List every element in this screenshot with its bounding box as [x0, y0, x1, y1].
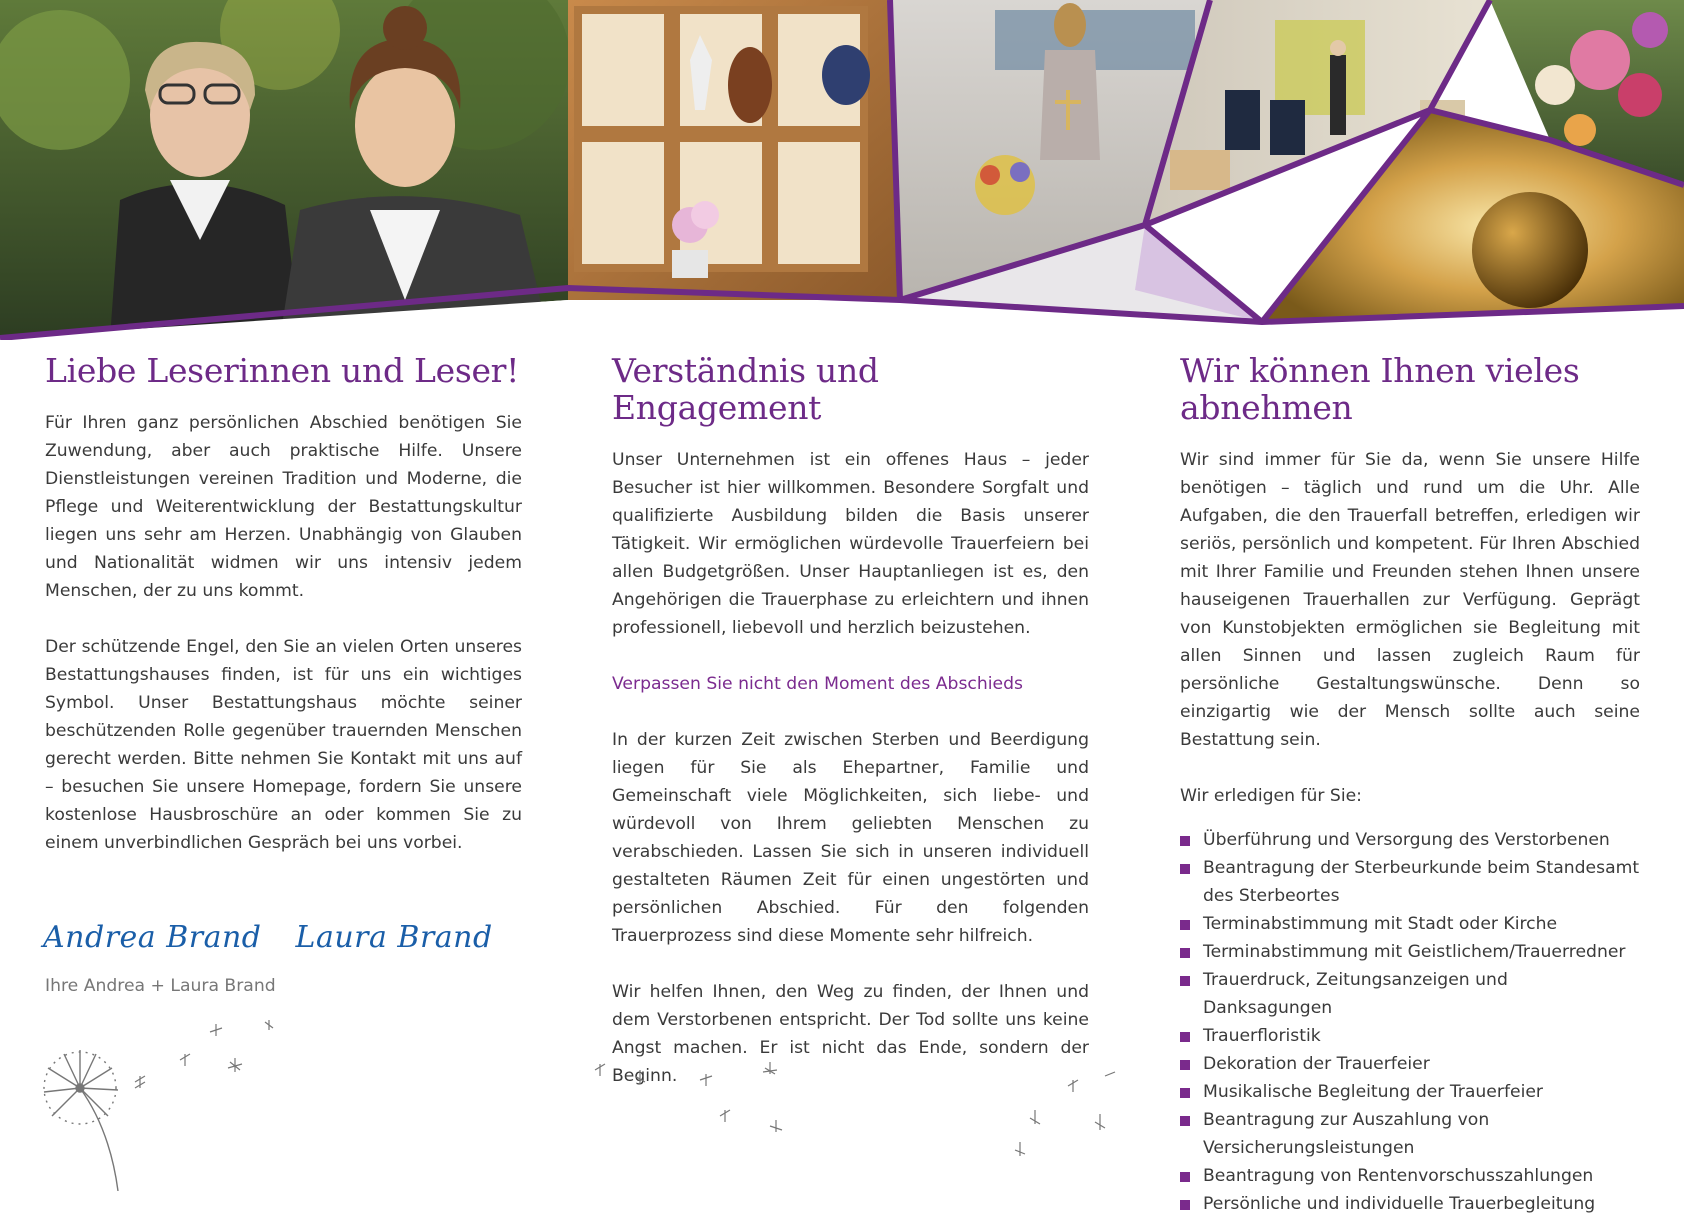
portrait-photo: [0, 0, 570, 338]
services-paragraph: Wir sind immer für Sie da, wenn Sie unsere Hilfe benötigen – täglich und rund um die Uhr. Alle Aufgaben, die den Trauerfall betreffen, erledigen wir seriös, persönlich und kompetent. Für Ihren Abschied mit Ihrer Familie und Freunden stehen Ihnen unsere hauseigenen Trauerhallen zur Verfügung. Geprägt von Kunstobjekten ermöglichen sie Begleitung mit allen Sinnen und lassen zugleich Raum für persönliche Gestaltungswünsche. Denn so einzigartig wie der Mensch sollte auch seine Bestattung sein.: [1180, 450, 1640, 750]
understanding-paragraph-3: Wir helfen Ihnen, den Weg zu finden, der Ihnen und dem Verstorbenen entspricht. Der Tod sollte uns keine Angst machen. Er ist nicht das Ende, sondern der Beginn.: [612, 982, 1089, 1086]
greeting-paragraph-1: Für Ihren ganz persönlichen Abschied benötigen Sie Zuwendung, aber auch praktische Hilfe. Unsere Dienstleistungen vereinen Tradition und Moderne, die Pflege und Weiterentwicklung der Bestattungskultur liegen uns sehr am Herzen. Unabhängig von Glauben und Nationalität widmen wir uns intensiv jedem Menschen, der zu uns kommt.: [45, 413, 522, 601]
understanding-paragraph-1: Unser Unternehmen ist ein offenes Haus – jeder Besucher ist hier willkommen. Besondere Sorgfalt und qualifizierte Ausbildung bilden die Basis unserer Tätigkeit. Wir ermöglichen würdevolle Trauerfeiern bei allen Budgetgrößen. Unser Hauptanliegen ist es, den Angehörigen die Trauerphase zu erleichtern und ihnen professionell, liebevoll und herzlich beizustehen.: [612, 450, 1089, 638]
dandelion-icon: [40, 1020, 300, 1191]
photo-collage-graphic: [0, 0, 1684, 340]
handwritten-signatures: [43, 920, 527, 955]
understanding-paragraph-2: In der kurzen Zeit zwischen Sterben und Beerdigung liegen für Sie als Ehepartner, Familie und Gemeinschaft viele Möglichkeiten, sich liebe- und würdevoll von Ihrem geliebten Menschen zu verabschieden. Lassen Sie sich in unseren individuell gestalteten Räumen Zeit für einen ungestörten und persönlichen Abschied. Für den folgenden Trauerprozess sind diese Momente sehr hilfreich.: [612, 730, 1089, 946]
list-item: Terminabstimmung mit Geistlichem/Trauerredner: [1180, 938, 1640, 966]
signature-andrea: Andrea Brand: [43, 920, 262, 955]
list-item: Beantragung der Sterbeurkunde beim Standesamt des Sterbeortes: [1180, 854, 1640, 910]
seed-fluff-icon: [590, 1050, 830, 1140]
list-item: Trauerfloristik: [1180, 1022, 1640, 1050]
services-intro: Wir erledigen für Sie:: [1180, 786, 1362, 806]
list-item: Überführung und Versorgung des Verstorbenen: [1180, 826, 1640, 854]
column-services: [1180, 352, 1640, 1218]
signoff-text: Ihre Andrea + Laura Brand: [45, 976, 276, 996]
list-item: Dekoration der Trauerfeier: [1180, 1050, 1640, 1078]
list-item: Terminabstimmung mit Stadt oder Kirche: [1180, 910, 1640, 938]
column-understanding: [612, 352, 1089, 1118]
header-photo-collage: [0, 0, 1684, 340]
column-greeting: [45, 352, 522, 885]
greeting-heading: Liebe Leserinnen und Leser!: [45, 351, 520, 390]
list-item: Beantragung zur Auszahlung von Versicherungsleistungen: [1180, 1106, 1640, 1162]
services-heading: Wir können Ihnen vieles abnehmen: [1180, 351, 1580, 427]
signature-laura: Laura Brand: [295, 920, 493, 955]
urn-wall-photo: [568, 0, 900, 300]
list-item: Musikalische Begleitung der Trauerfeier: [1180, 1078, 1640, 1106]
list-item: Beantragung von Rentenvorschusszahlungen: [1180, 1162, 1640, 1190]
understanding-heading: Verständnis und Engagement: [612, 351, 879, 427]
services-list: [1180, 826, 1640, 1218]
seed-fluff-icon-2: [1010, 1070, 1120, 1160]
list-item: Trauerdruck, Zeitungsanzeigen und Danksagungen: [1180, 966, 1640, 1022]
list-item: Persönliche und individuelle Trauerbegleitung: [1180, 1190, 1640, 1218]
understanding-subheading: Verpassen Sie nicht den Moment des Abschieds: [612, 674, 1023, 694]
greeting-paragraph-2: Der schützende Engel, den Sie an vielen Orten unseres Bestattungshauses finden, ist für uns ein wichtiges Symbol. Unser Bestattungshaus möchte seiner beschützenden Rolle gegenüber trauernden Menschen gerecht werden. Bitte nehmen Sie Kontakt mit uns auf – besuchen Sie unsere Homepage, fordern Sie unsere kostenlose Hausbroschüre an oder kommen Sie zu einem unverbindlichen Gespräch bei uns vorbei.: [45, 637, 522, 853]
